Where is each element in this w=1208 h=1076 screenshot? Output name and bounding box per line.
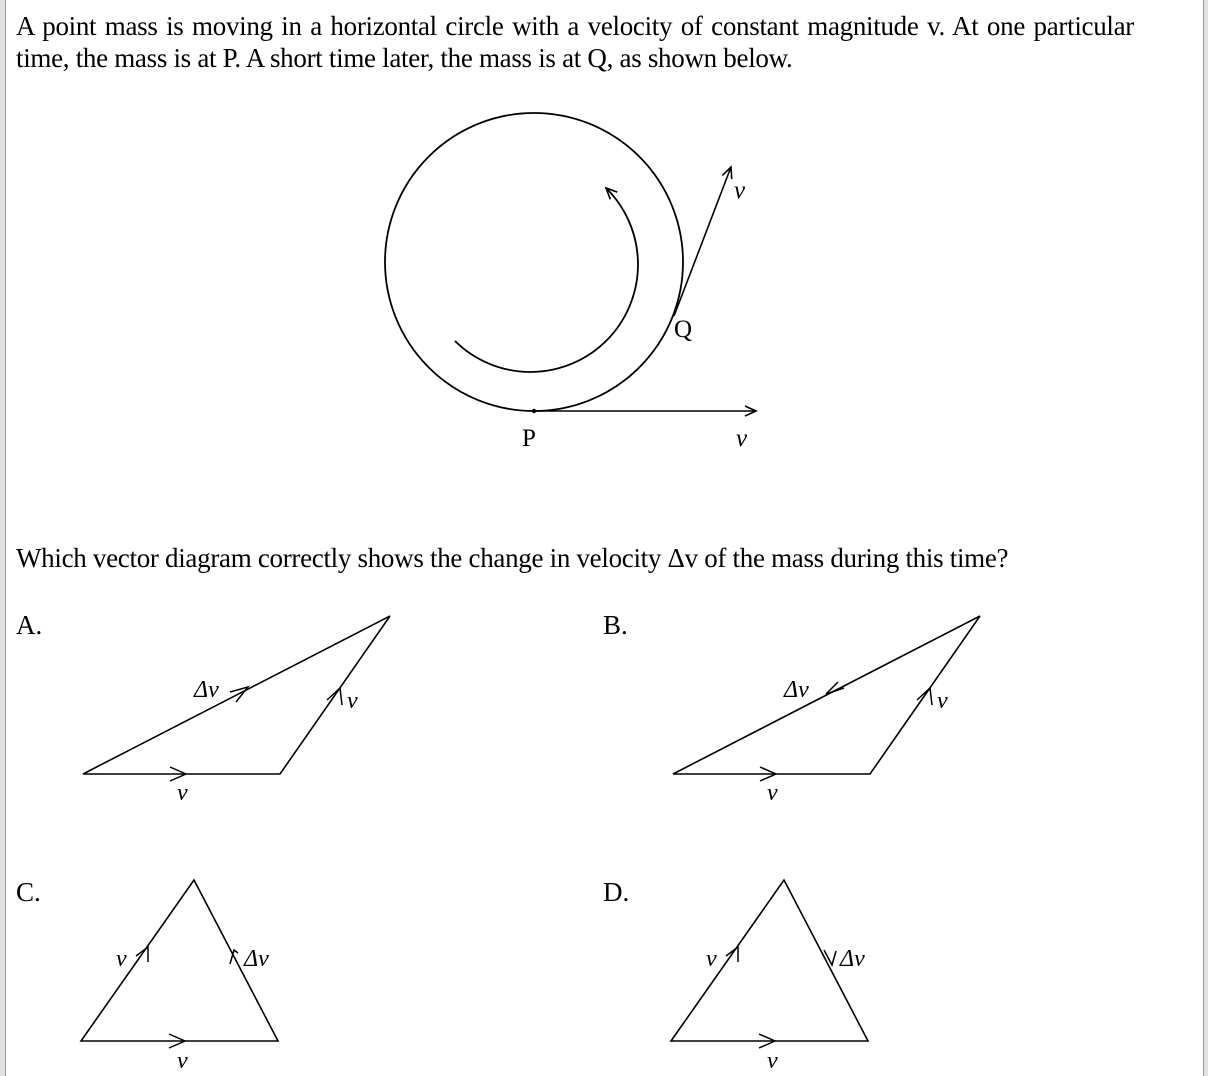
option-a-v2-label: v (347, 688, 358, 714)
question-prompt: Which vector diagram correctly shows the change in velocity Δv of the mass during this time? (16, 543, 1009, 573)
question-text: A point mass is moving in a horizontal circle with a velocity of constant magnitude v. At one particular time, the mass is at P. A short time later, the mass is at Q, as shown below. (16, 11, 1134, 73)
point-q-label: Q (674, 316, 693, 343)
option-a-triangle (83, 616, 390, 774)
option-c-letter[interactable]: C. (16, 877, 41, 907)
option-a-dv-label: Δv (194, 677, 219, 703)
option-d-triangle (671, 880, 868, 1041)
option-d-letter[interactable]: D. (603, 877, 630, 907)
option-a-diagram[interactable] (66, 600, 426, 810)
option-b-diagram[interactable] (656, 600, 1016, 810)
option-d-diagram[interactable] (656, 870, 916, 1074)
option-c-dv-label: Δv (244, 946, 269, 972)
point-p-label: P (522, 425, 536, 452)
option-b-letter[interactable]: B. (603, 610, 628, 640)
option-b-v2-label: v (937, 688, 948, 714)
circular-motion-figure (6, 0, 1203, 540)
option-d-v-label: v (767, 1048, 778, 1074)
option-c-v2-label: v (116, 946, 127, 972)
document-page (6, 0, 1203, 1076)
option-d-dv-arrowhead (824, 950, 836, 965)
velocity-label-q: v (734, 177, 746, 204)
option-b-triangle (673, 616, 980, 774)
option-d-dv-label: Δv (840, 946, 865, 972)
right-margin-rule (1203, 0, 1208, 1076)
option-c-v-label: v (177, 1048, 188, 1074)
option-c-diagram[interactable] (66, 870, 326, 1074)
direction-arrow (455, 188, 638, 372)
point-p-dot (532, 409, 536, 413)
option-a-v-label: v (177, 780, 188, 806)
option-b-v-label: v (767, 780, 778, 806)
option-d-v2-label: v (706, 946, 717, 972)
velocity-vector-q (674, 167, 731, 316)
velocity-label-p: v (736, 425, 748, 452)
option-a-letter[interactable]: A. (16, 610, 43, 640)
option-b-dv-label: Δv (784, 677, 809, 703)
